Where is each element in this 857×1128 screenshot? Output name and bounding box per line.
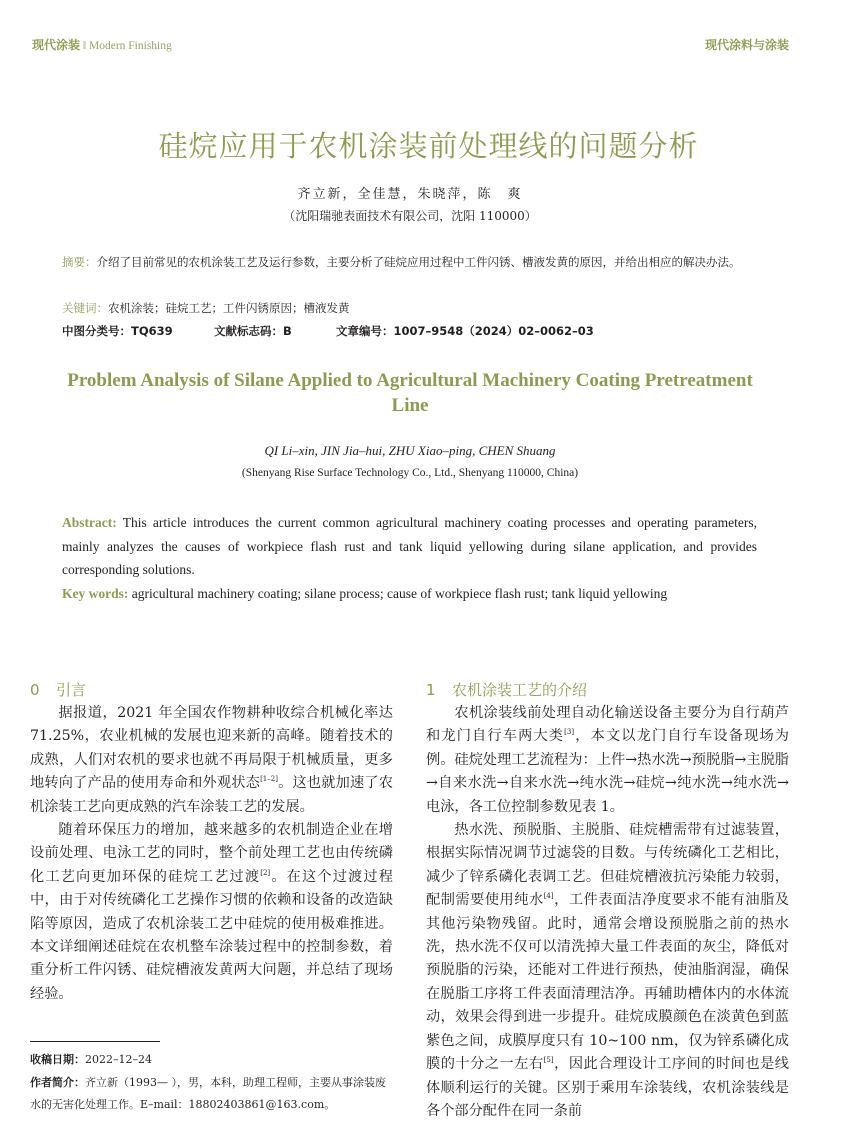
running-header-column: 现代涂料与涂装 [704, 38, 789, 52]
classification-line [62, 323, 594, 339]
footnote-received [30, 1049, 395, 1071]
paragraph [426, 702, 789, 819]
abstract-en [62, 511, 757, 582]
author-bio-label: 作者简介： [30, 1076, 85, 1089]
citation: [4] [543, 892, 554, 901]
section-title: 农机涂装工艺的介绍 [452, 681, 588, 699]
paragraph-text: ，因此合理设计工序间的时间也是线体顺利运行的关键。区别于乘用车涂装线，农机涂装线是各个部分配件在同一条前 [426, 1056, 789, 1119]
keywords-zh-label: 关键词： [62, 301, 108, 315]
paragraph-text: 随着环保压力的增加，越来越多的农机制造企业在增设前处理、电泳工艺的同时，整个前处理工艺也由传统磷化工艺向更加环保的硅烷工艺过渡 [30, 822, 393, 885]
paragraph [30, 702, 393, 819]
paragraph-text: 农机涂装线前处理自动化输送设备主要分为自行葫芦和龙门自行车两大类 [426, 705, 789, 745]
footnote-author-bio [30, 1072, 395, 1116]
keywords-en-text: agricultural machinery coating; silane process; cause of workpiece flash rust; tank liquid yellowing [128, 586, 668, 601]
clc-number: 中图分类号：TQ639 [62, 324, 173, 338]
header-separator: ‖ [80, 40, 89, 52]
abstract-en-label: Abstract: [62, 515, 117, 530]
paragraph-text: ，工件表面洁净度要求不能有油脂及其他污染物残留。此时，通常会增设预脱脂之前的热水洗，热水洗不仅可以清洗掉大量工件表面的灰尘，降低对预脱脂的污染，还能对工件进行预热，使油脂润湿，确保在脱脂工序将工件表面清理洁净。再辅助槽体内的水体流动，效果会得到进一步提升。硅烷成膜颜色在淡黄色到蓝紫色之间，成膜厚度只有 10~100 nm，仅为锌系磷化成膜的十分之一左右 [426, 892, 789, 1073]
citation: [1–2] [260, 775, 278, 784]
paragraph-text: 热水洗、预脱脂、主脱脂、硅烷槽需带有过滤装置，根据实际情况调节过滤袋的目数。与传统磷化工艺相比，减少了锌系磷化表调工艺。但硅烷槽液抗污染能力较弱，配制需要使用纯水 [426, 822, 789, 909]
paragraph-text: 据报道，2021 年全国农作物耕种收综合机械化率达 71.25%，农业机械的发展也迎来新的高峰。随着技术的成熟，人们对农机的要求也就不再局限于机械质量，更多地转向了产品的使用寿命和外观状态 [30, 705, 393, 792]
article-number: 文章编号：1007–9548（2024）02–0062–03 [336, 324, 594, 338]
abstract-en-text: This article introduces the current common agricultural machinery coating processes and operating parameters, mainly analyzes the causes of workpiece flash rust and tank liquid yellowing during silane application, and provides corresponding solutions. [62, 515, 757, 577]
affiliation-zh: （沈阳瑞驰表面技术有限公司，沈阳 110000） [283, 209, 537, 223]
section-title: 引言 [56, 681, 87, 699]
keywords-zh-text: 农机涂装；硅烷工艺；工件闪锈原因；槽液发黄 [108, 301, 350, 315]
affiliation-en: (Shenyang Rise Surface Technology Co., Ltd., Shenyang 110000, China) [241, 467, 579, 479]
section-number: 0 [30, 681, 40, 699]
citation: [2] [260, 868, 271, 877]
abstract-zh [62, 252, 768, 273]
received-date: 2022–12–24 [85, 1053, 152, 1066]
paragraph [30, 819, 393, 1006]
paragraph-text: 。在这个过渡过程中，由于对传统磷化工艺操作习惯的依赖和设备的改造缺陷等原因，造成了农机涂装工艺中硅烷的使用极难推进。本文详细阐述硅烷在农机整车涂装过程中的控制参数，着重分析工件闪锈、硅烷槽液发黄两大问题，并总结了现场经验。 [30, 868, 393, 1002]
paper-title-en: Problem Analysis of Silane Applied to Agricultural Machinery Coating Pretreatment Line [67, 370, 753, 416]
author-bio-text: 齐立新（1993— ），男，本科，助理工程师，主要从事涂装废水的无害化处理工作。E–mail：18802403861@163.com。 [30, 1076, 386, 1111]
body-column-right [426, 679, 789, 1123]
citation: [5] [543, 1056, 554, 1065]
body-column-left [30, 679, 393, 1006]
section-heading-0 [30, 679, 393, 701]
paragraph-text: ，本文以龙门自行车设备现场为例。硅烷处理工艺流程为：上件→热水洗→预脱脂→主脱脂→自来水洗→自来水洗→纯水洗→硅烷→纯水洗→纯水洗→电泳，各工位控制参数见表 1。 [426, 728, 789, 815]
authors-zh: 齐立新，全佳慧，朱晓萍，陈 爽 [297, 187, 523, 202]
keywords-en [62, 582, 757, 606]
authors-en: QI Li–xin, JIN Jia–hui, ZHU Xiao–ping, CHEN Shuang [264, 443, 556, 458]
paper-title-zh: 硅烷应用于农机涂装前处理线的问题分析 [158, 129, 699, 163]
footnote-divider [30, 1041, 160, 1042]
received-label: 收稿日期： [30, 1053, 85, 1066]
keywords-zh [62, 298, 768, 319]
document-code: 文献标志码：B [214, 324, 292, 338]
section-number: 1 [426, 681, 436, 699]
paragraph [426, 819, 789, 1123]
citation: [3] [564, 728, 575, 737]
section-heading-1 [426, 679, 789, 701]
keywords-en-label: Key words: [62, 586, 129, 601]
journal-name-zh: 现代涂装 [32, 38, 81, 52]
paragraph-text: 。这也就加速了农机涂装工艺向更成熟的汽车涂装工艺的发展。 [30, 775, 393, 815]
abstract-zh-label: 摘要： [62, 255, 97, 269]
abstract-zh-text: 介绍了目前常见的农机涂装工艺及运行参数，主要分析了硅烷应用过程中工件闪锈、槽液发黄的原因，并给出相应的解决办法。 [96, 255, 741, 269]
running-header-left [32, 36, 172, 53]
journal-name-en: Modern Finishing [89, 40, 172, 52]
